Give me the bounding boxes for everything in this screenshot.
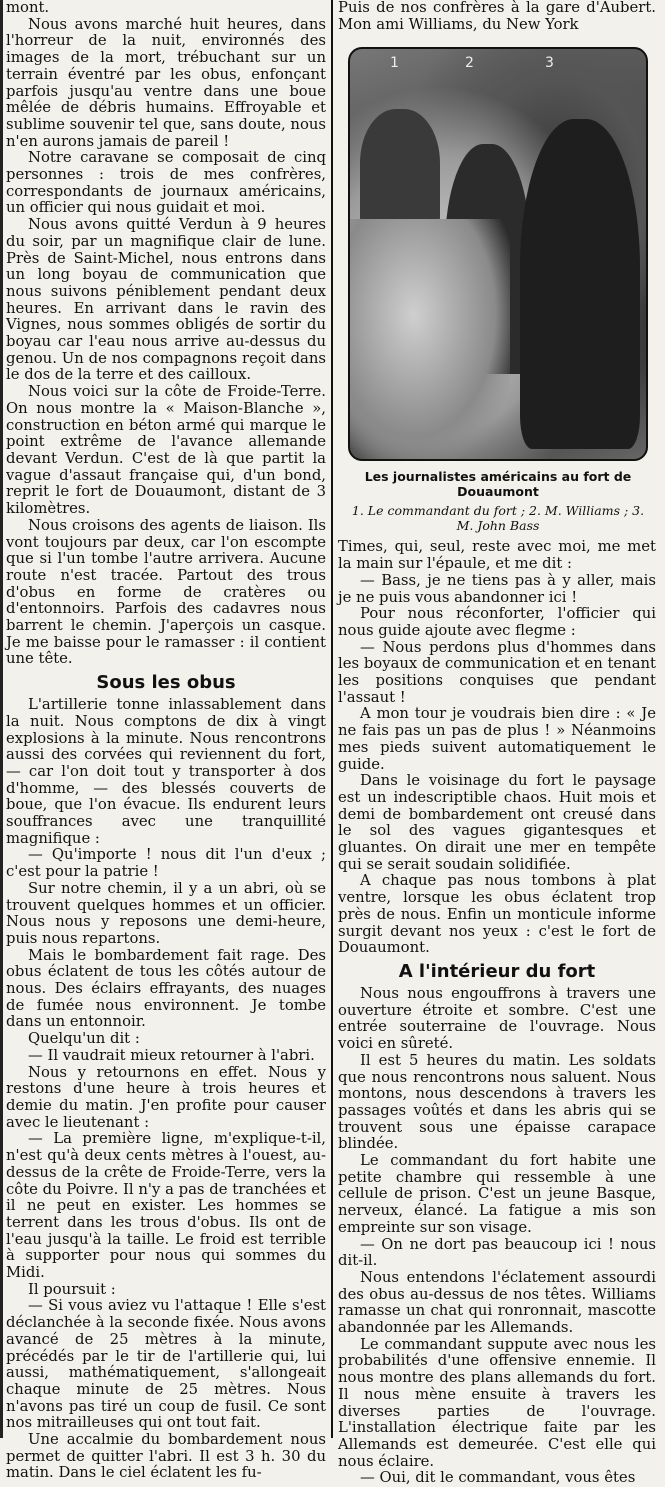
paragraph: Times, qui, seul, reste avec moi, me met la main sur l'épaule, et me dit :: [338, 538, 656, 573]
paragraph: Puis de nos confrères à la gare d'Aubert. Mon ami Williams, du New York: [338, 0, 656, 33]
paragraph: Une accalmie du bombardement nous permet de quitter l'abri. Il est 3 h. 30 du matin. Dans le ciel éclatent les fu-: [6, 1431, 326, 1482]
paragraph: Mais le bombardement fait rage. Des obus éclatent de tous les côtés autour de nous. Des éclairs effrayants, des nuages de fumée nous environnent. Je tombe dans un entonnoir.: [6, 946, 326, 1031]
paragraph: Il poursuit :: [28, 1280, 116, 1298]
paragraph: — On ne dort pas beaucoup ici ! nous dit-il.: [338, 1235, 656, 1270]
paragraph: Pour nous réconforter, l'officier qui nous guide ajoute avec flegme :: [338, 605, 656, 639]
photo-number: 2: [465, 55, 474, 72]
paragraph: mont.: [6, 0, 50, 16]
paragraph: Nous y retournons en effet. Nous y restons d'une heure à trois heures et demie du matin. J'en profite pour causer avec le lieutenant :: [6, 1063, 326, 1131]
paragraph: Quelqu'un dit :: [28, 1030, 140, 1048]
paragraph: Nous avons marché huit heures, dans l'horreur de la nuit, environnés des images de la mort, trébuchant sur un terrain éventré par les obus, enfonçant parfois jusqu'au ventre dans une boue mêlée de débris humains. Effroyable et sublime souvenir tel que, sans doute, nous n'en aurons jamais de pareil !: [6, 15, 326, 150]
page-edge: [0, 0, 3, 1438]
paragraph: Il est 5 heures du matin. Les soldats que nous rencontrons nous saluent. Nous montons, nous descendons à travers les passages voûtés et dans les abris qui se trouvent sous une épaisse carapace blindée.: [338, 1051, 656, 1153]
paragraph: — Il vaudrait mieux retourner à l'abri.: [28, 1046, 315, 1064]
paragraph: — Nous perdons plus d'hommes dans les boyaux de communication et en tenant les positions conquises que pendant l'assaut !: [338, 638, 656, 706]
photo-number: 1: [390, 55, 399, 72]
paragraph: Dans le voisinage du fort le paysage est un indescriptible chaos. Huit mois et demi de bombardement ont creusé dans le sol des vagues gigantesques et gluantes. On dirait une mer en tempête qui se serait soudain solidifiée.: [338, 772, 656, 873]
paragraph: — Bass, je ne tiens pas à y aller, mais je ne puis vous abandonner ici !: [338, 571, 656, 606]
section-heading: Sous les obus: [96, 672, 236, 694]
paragraph: — La première ligne, m'explique-t-il, n'est qu'à deux cents mètres à l'ouest, au-dessus de la crête de Froide-Terre, vers la côte du Poivre. Il n'y a pas de tranchées et il ne peut en exister. Les hommes se terrent dans les trous d'obus. Ils ont de l'eau jusqu'à la taille. Le froid est terrible à supporter pour nous qui sommes du Midi.: [6, 1130, 326, 1282]
paragraph: Le commandant suppute avec nous les probabilités d'une offensive ennemie. Il nous montre des plans allemands du fort. Il nous mène ensuite à travers les diverses parties de l'ouvrage. L'installation électrique faite par les Allemands est demeurée. C'est elle qui nous éclaire.: [338, 1335, 656, 1470]
paragraph: Nous entendons l'éclatement assourdi des obus au-dessus de nos têtes. Williams ramasse un chat qui ronronnait, mascotte abandonnée par les Allemands.: [338, 1268, 656, 1337]
paragraph: Nous nous engouffrons à travers une ouverture étroite et sombre. C'est une entrée souterraine de l'ouvrage. Nous voici en sûreté.: [338, 984, 656, 1053]
paragraph: — Si vous aviez vu l'attaque ! Elle s'est déclanchée à la seconde fixée. Nous avons avancé de 25 mètres à la minute, précédés par le tir de l'artillerie qui, lui aussi, mathématiquement, s'allongeait chaque minute de 25 mètres. Nous n'avons pas tiré un coup de fusil. Ce sont nos mitrailleuses qui ont tout fait.: [6, 1297, 326, 1432]
left-column: [6, 0, 326, 1482]
paragraph: L'artillerie tonne inlassablement dans la nuit. Nous comptons de dix à vingt explosions à la minute. Nous rencontrons aussi des corvées qui reviennent du fort, — car l'on doit tout y transporter à dos d'homme, — des blessés couverts de boue, que l'on évacue. Ils endurent leurs souffrances avec une tranquillité magnifique :: [6, 696, 326, 847]
paragraph: Nous croisons des agents de liaison. Ils vont toujours par deux, car l'on escompte que si l'un tombe l'autre arrivera. Aucune route n'est tracée. Partout des trous d'obus en forme de cratères ou d'entonnoirs. Parfois des cadavres nous barrent le chemin. J'aperçois un casque. Je me baisse pour le ramasser : il contient une tête.: [6, 516, 326, 668]
photo-number: 3: [545, 55, 554, 72]
paragraph: Nous voici sur la côte de Froide-Terre. On nous montre la « Maison-Blanche », construction en béton armé qui marque le point extrême de l'avance allemande devant Verdun. C'est de là que partit la vague d'assaut française qui, d'un bond, reprit le fort de Douaumont, distant de 3 kilomètres.: [6, 383, 326, 518]
rubble: [350, 219, 510, 459]
photo-figure: [348, 47, 648, 533]
paragraph: Sur notre chemin, il y a un abri, où se trouvent quelques hommes et un officier. Nous nous y reposons une demi-heure, puis nous repartons.: [6, 879, 326, 947]
photo-legend: 1. Le commandant du fort ; 2. M. Williams ; 3. M. John Bass: [351, 503, 645, 534]
paragraph: — Qu'importe ! nous dit l'un d'eux ; c'est pour la patrie !: [6, 846, 326, 881]
paragraph: A mon tour je voudrais bien dire : « Je ne fais pas un pas de plus ! » Néanmoins mes pieds suivent automatiquement le guide.: [338, 705, 656, 773]
paragraph: Le commandant du fort habite une petite chambre qui ressemble à une cellule de prison. C'est un jeune Basque, nerveux, élancé. La fatigue a mis son empreinte sur son visage.: [338, 1152, 656, 1236]
right-column: [338, 0, 656, 1487]
figure-silhouette: [360, 109, 440, 229]
paragraph: Nous avons quitté Verdun à 9 heures du soir, par un magnifique clair de lune. Près de Saint-Michel, nous entrons dans un long boyau de communication que nous suivons péniblement pendant deux heures. En arrivant dans le ravin des Vignes, nous sommes obligés de sortir du boyau car l'eau nous arrive au-dessus du genou. Un de nos compagnons reçoit dans le dos de la terre et des cailloux.: [6, 216, 326, 384]
photo-caption: Les journalistes américains au fort de Douaumont: [364, 469, 632, 500]
journalists-photo: [348, 47, 648, 461]
figure-silhouette: [520, 119, 640, 449]
paragraph: Notre caravane se composait de cinq personnes : trois de mes confrères, correspondants de journaux américains, un officier qui nous guidait et moi.: [6, 149, 326, 217]
column-divider: [331, 0, 333, 1438]
paragraph: — Oui, dit le commandant, vous êtes: [360, 1469, 636, 1487]
paragraph: A chaque pas nous tombons à plat ventre, lorsque les obus éclatent trop près de nous. Enfin un monticule informe surgit devant nos yeux : c'est le fort de Douaumont.: [338, 872, 656, 957]
section-heading: A l'intérieur du fort: [398, 960, 596, 982]
